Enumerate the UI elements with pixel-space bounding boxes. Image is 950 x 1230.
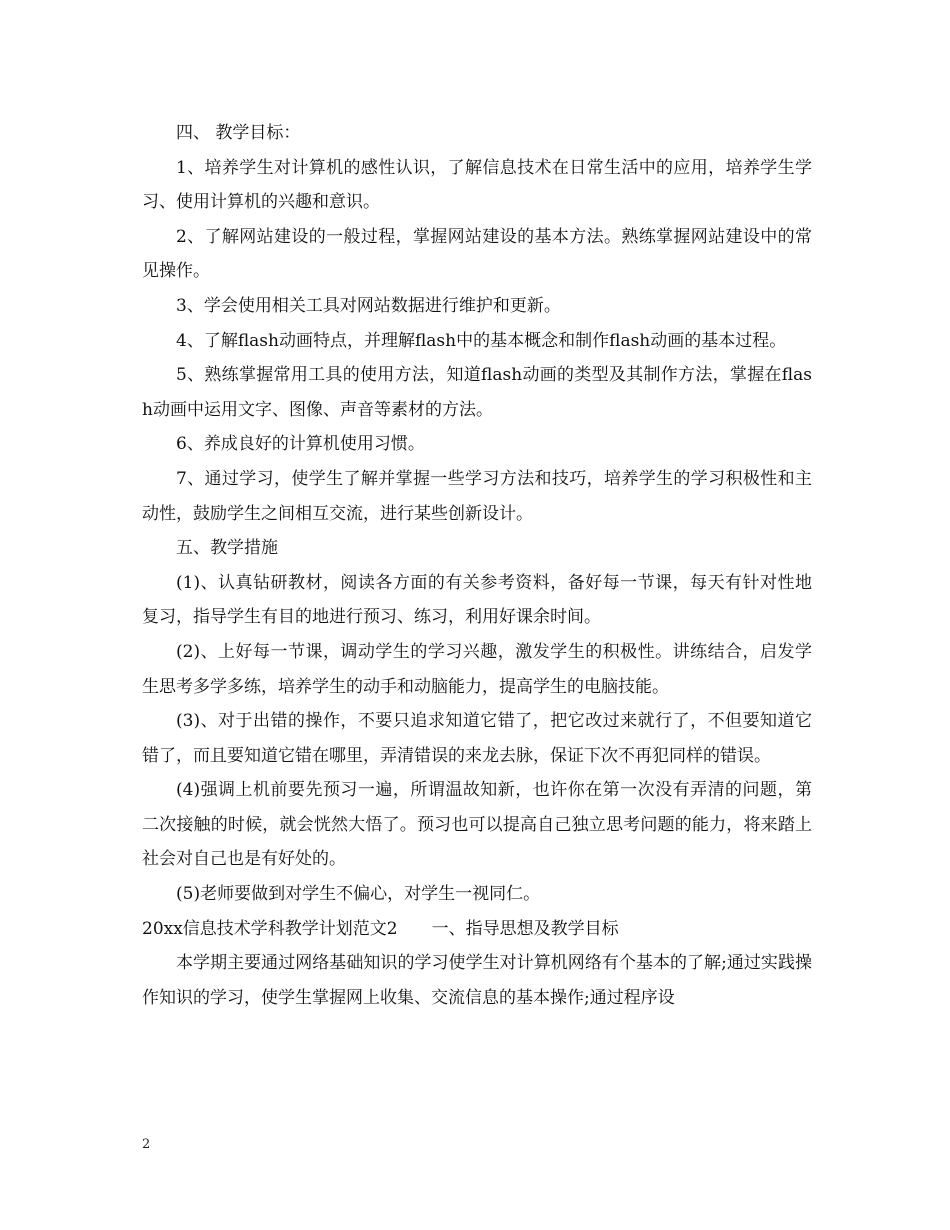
goal-item-2: 2、了解网站建设的一般过程，掌握网站建设的基本方法。熟练掌握网站建设中的常见操作。 — [142, 226, 812, 282]
document-body — [142, 116, 812, 1015]
measure-item-4: (4)强调上机前要先预习一遍，所谓温故知新，也许你在第一次没有弄清的问题，第二次接触的时候，就会恍然大悟了。预习也可以提高自己独立思考问题的能力，将来踏上社会对自己也是有好处的。 — [142, 780, 812, 870]
goal-item-1: 1、培养学生对计算机的感性认识，了解信息技术在日常生活中的应用，培养学生学习、使用计算机的兴趣和意识。 — [142, 157, 812, 213]
goal-item-6: 6、养成良好的计算机使用习惯。 — [176, 434, 425, 455]
sample-2-intro: 本学期主要通过网络基础知识的学习使学生对计算机网络有个基本的了解;通过实践操作知识的学习，使学生掌握网上收集、交流信息的基本操作;通过程序设 — [142, 953, 812, 1008]
measure-item-2: (2)、上好每一节课，调动学生的学习兴趣，激发学生的积极性。讲练结合，启发学生思考多学多练，培养学生的动手和动脑能力，提高学生的电脑技能。 — [142, 641, 812, 697]
page-number: 2 — [142, 1137, 151, 1152]
measure-item-3: (3)、对于出错的操作，不要只追求知道它错了，把它改过来就行了，不但要知道它错了，而且要知道它错在哪里，弄清错误的来龙去脉，保证下次不再犯同样的错误。 — [142, 711, 812, 766]
section-heading-teaching-goals: 四、 教学目标： — [176, 123, 301, 143]
measure-item-1: (1)、认真钻研教材，阅读各方面的有关参考资料，备好每一节课，每天有针对性地复习，指导学生有目的地进行预习、练习，利用好课余时间。 — [142, 572, 812, 628]
goal-item-5: 5、熟练掌握常用工具的使用方法，知道flash动画的类型及其制作方法，掌握在flash动画中运用文字、图像、声音等素材的方法。 — [142, 365, 812, 420]
goal-item-3: 3、学会使用相关工具对网站数据进行维护和更新。 — [176, 295, 561, 316]
sample-2-heading: 20xx信息技术学科教学计划范文2 一、指导思想及教学目标 — [142, 918, 619, 939]
section-heading-teaching-measures: 五、教学措施 — [176, 538, 278, 559]
goal-item-7: 7、通过学习，使学生了解并掌握一些学习方法和技巧，培养学生的学习积极性和主动性，鼓励学生之间相互交流，进行某些创新设计。 — [142, 468, 812, 524]
measure-item-5: (5)老师要做到对学生不偏心，对学生一视同仁。 — [176, 884, 541, 905]
goal-item-4: 4、了解flash动画特点，并理解flash中的基本概念和制作flash动画的基本过程。 — [176, 330, 787, 351]
